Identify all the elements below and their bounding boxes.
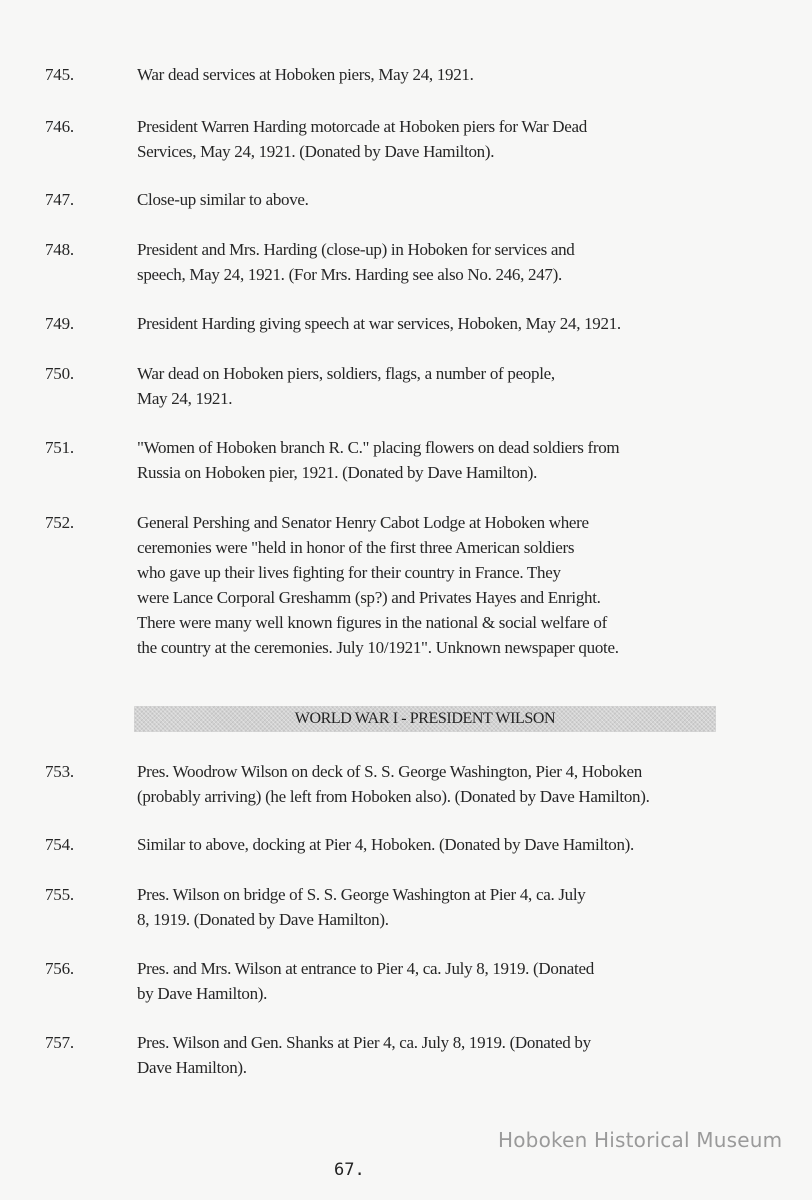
entry-number: 750.	[45, 364, 74, 383]
entry-number: 747.	[45, 190, 74, 209]
entry-number: 754.	[45, 835, 74, 854]
entry-line: Pres. Woodrow Wilson on deck of S. S. George Washington, Pier 4, Hoboken	[137, 762, 642, 781]
section-heading: WORLD WAR I - PRESIDENT WILSON	[134, 706, 716, 732]
entry-line: (probably arriving) (he left from Hoboken also). (Donated by Dave Hamilton).	[137, 787, 650, 806]
entry-number: 749.	[45, 314, 74, 333]
entry-number: 748.	[45, 240, 74, 259]
entry-line: the country at the ceremonies. July 10/1921". Unknown newspaper quote.	[137, 638, 619, 657]
entry-description	[137, 1030, 591, 1080]
entry-line: Dave Hamilton).	[137, 1058, 247, 1077]
entry-description	[137, 510, 619, 660]
entry-line: General Pershing and Senator Henry Cabot Lodge at Hoboken where	[137, 513, 589, 532]
entry-description	[137, 114, 587, 164]
entry-line: Pres. Wilson on bridge of S. S. George Washington at Pier 4, ca. July	[137, 885, 586, 904]
entry-description	[137, 435, 619, 485]
entry-description	[137, 311, 621, 336]
entry-number: 752.	[45, 513, 74, 532]
entry-number: 746.	[45, 117, 74, 136]
entry-line: "Women of Hoboken branch R. C." placing flowers on dead soldiers from	[137, 438, 620, 457]
entry-number: 753.	[45, 762, 74, 781]
entry-line: War dead on Hoboken piers, soldiers, flags, a number of people,	[137, 364, 555, 383]
entry-number: 757.	[45, 1033, 74, 1052]
entry-line: President and Mrs. Harding (close-up) in Hoboken for services and	[137, 240, 575, 259]
entry-description	[137, 956, 594, 1006]
entry-number: 755.	[45, 885, 74, 904]
entry-line: President Harding giving speech at war services, Hoboken, May 24, 1921.	[137, 314, 621, 333]
page-number: 67.	[334, 1160, 365, 1180]
entry-line: 8, 1919. (Donated by Dave Hamilton).	[137, 910, 389, 929]
entry-line: speech, May 24, 1921. (For Mrs. Harding see also No. 246, 247).	[137, 265, 562, 284]
entry-line: War dead services at Hoboken piers, May 24, 1921.	[137, 65, 474, 84]
entry-line: who gave up their lives fighting for their country in France. They	[137, 563, 561, 582]
entry-line: Close-up similar to above.	[137, 190, 309, 209]
entry-description	[137, 882, 586, 932]
entry-description	[137, 759, 650, 809]
entry-line: Russia on Hoboken pier, 1921. (Donated by Dave Hamilton).	[137, 463, 538, 482]
entry-description	[137, 187, 309, 212]
entry-number: 751.	[45, 438, 74, 457]
entry-line: There were many well known figures in the national & social welfare of	[137, 613, 607, 632]
entry-line: May 24, 1921.	[137, 389, 233, 408]
entry-number: 745.	[45, 65, 74, 84]
entry-line: by Dave Hamilton).	[137, 984, 268, 1003]
entry-description	[137, 62, 474, 87]
entry-description	[137, 361, 555, 411]
entry-line: Pres. and Mrs. Wilson at entrance to Pier 4, ca. July 8, 1919. (Donated	[137, 959, 594, 978]
entry-line: were Lance Corporal Greshamm (sp?) and Privates Hayes and Enright.	[137, 588, 601, 607]
entry-line: Services, May 24, 1921. (Donated by Dave Hamilton).	[137, 142, 495, 161]
entry-line: President Warren Harding motorcade at Hoboken piers for War Dead	[137, 117, 587, 136]
entry-description	[137, 237, 575, 287]
entry-description	[137, 832, 634, 857]
entry-line: Similar to above, docking at Pier 4, Hoboken. (Donated by Dave Hamilton).	[137, 835, 634, 854]
museum-watermark: Hoboken Historical Museum	[498, 1128, 783, 1152]
entry-number: 756.	[45, 959, 74, 978]
entry-line: Pres. Wilson and Gen. Shanks at Pier 4, ca. July 8, 1919. (Donated by	[137, 1033, 591, 1052]
entry-line: ceremonies were "held in honor of the first three American soldiers	[137, 538, 575, 557]
